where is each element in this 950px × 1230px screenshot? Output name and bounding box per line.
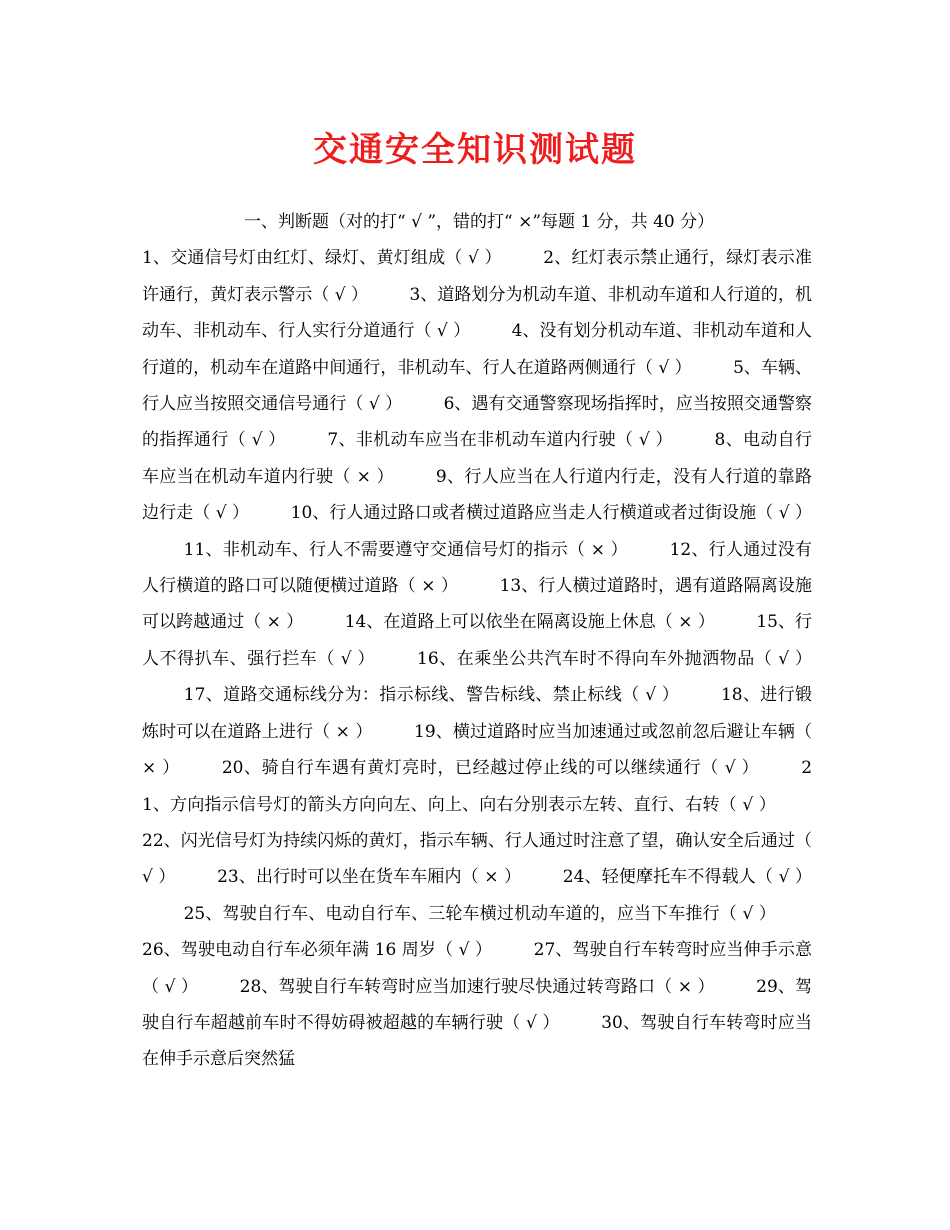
question-item: 1、交通信号灯由红灯、绿灯、黄灯组成（ √ ） [142, 248, 502, 269]
question-item: 29、驾驶自行车超越前车时不得妨碍被超越的车辆行驶（ √ ） [142, 976, 813, 1033]
question-item: 21、方向指示信号灯的箭头方向向左、向上、向右分别表示左转、直行、右转（ √ ） [142, 758, 813, 815]
question-item: 5、车辆、行人应当按照交通信号通行（ √ ） [142, 357, 812, 415]
question-item: 13、行人横过道路时，遇有道路隔离设施可以跨越通过（ × ） [142, 576, 812, 633]
question-item: 12、行人通过没有人行横道的路口可以随便横过道路（ × ） [142, 539, 813, 597]
question-item: 17、道路交通标线分为：指示标线、警告标线、禁止标线（ √ ） [183, 685, 680, 706]
question-item: 27、驾驶自行车转弯时应当伸手示意（ √ ） [142, 940, 813, 997]
question-item: 19、横过道路时应当加速通过或忽前忽后避让车辆（ × ） [142, 721, 812, 779]
question-item: 9、行人应当在人行道内行走，没有人行道的靠路边行走（ √ ） [142, 466, 812, 524]
question-item: 4、没有划分机动车道、非机动车道和人行道的，机动车在道路中间通行，非机动车、行人在道路两侧通行（ √ ） [142, 321, 812, 378]
question-item: 8、电动自行车应当在机动车道内行驶（ × ） [142, 430, 813, 487]
question-item: 16、在乘坐公共汽车时不得向车外抛洒物品（ √ ） [417, 648, 812, 669]
question-item: 14、在道路上可以依坐在隔离设施上休息（ × ） [344, 612, 715, 633]
document-title: 交通安全知识测试题 [313, 130, 637, 170]
question-item: 28、驾驶自行车转弯时应当加速行驶尽快通过转弯路口（ × ） [239, 976, 715, 997]
question-item: 18、进行锻炼时可以在道路上进行（ × ） [142, 685, 813, 742]
question-item: 24、轻便摩托车不得载人（ √ ） [562, 867, 812, 888]
question-paragraph [142, 240, 812, 1077]
question-item: 2、红灯表示禁止通行，绿灯表示准许通行，黄灯表示警示（ √ ） [142, 248, 812, 305]
question-item: 3、道路划分为机动车道、非机动车道和人行道的，机动车、非机动车、行人实行分道通行（ √ ） [142, 284, 812, 342]
document-body [142, 204, 812, 1078]
question-item: 26、驾驶电动自行车必须年满 16 周岁（ √ ） [142, 940, 493, 961]
question-item: 22、闪光信号灯为持续闪烁的黄灯，指示车辆、行人通过时注意了望，确认安全后通过（ √ ） [142, 830, 812, 888]
question-item: 20、骑自行车遇有黄灯亮时，已经越过停止线的可以继续通行（ √ ） [221, 758, 760, 779]
question-item: 7、非机动车应当在非机动车道内行驶（ √ ） [327, 430, 673, 451]
question-item: 11、非机动车、行人不需要遵守交通信号灯的指示（ × ） [183, 539, 628, 560]
question-item: 15、行人不得扒车、强行拦车（ √ ） [142, 612, 813, 669]
question-item: 30、驾驶自行车转弯时应当在伸手示意后突然猛 [142, 1012, 813, 1070]
question-item: 6、遇有交通警察现场指挥时，应当按照交通警察的指挥通行（ √ ） [142, 394, 812, 451]
section-header-true-false: 一、判断题（对的打“ √ ”，错的打“ ×”每题 1 分，共 40 分） [244, 212, 715, 232]
question-item: 25、驾驶自行车、电动自行车、三轮车横过机动车道的，应当下车推行（ √ ） [183, 903, 776, 924]
question-item: 10、行人通过路口或者横过道路应当走人行横道或者过街设施（ √ ） [290, 503, 813, 524]
question-item: 23、出行时可以坐在货车车厢内（ × ） [217, 867, 522, 888]
